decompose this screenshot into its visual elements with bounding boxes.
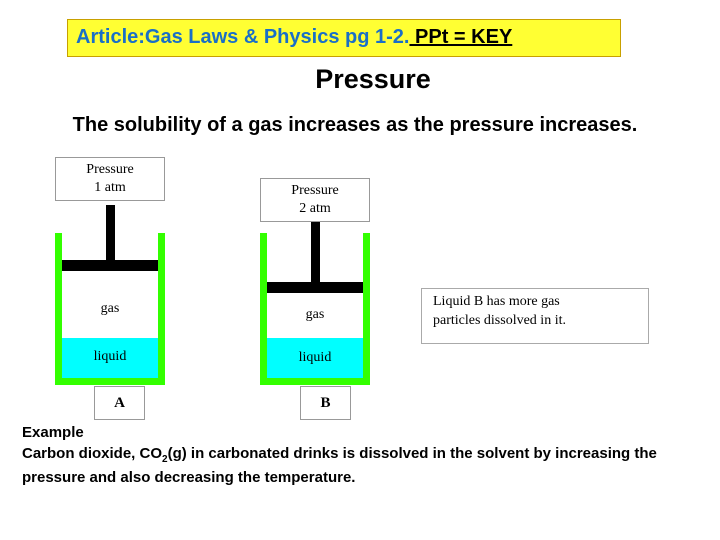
letter-a: A	[114, 395, 125, 411]
banner-key-label: PPt = KEY	[409, 26, 513, 48]
cylinder-b-piston-plate	[267, 282, 363, 293]
pressure-label-b-line2: 2 atm	[299, 201, 331, 216]
letter-box-a	[94, 386, 145, 420]
cylinder-b-liquid-label: liquid	[298, 350, 332, 365]
letter-b: B	[320, 395, 331, 411]
cylinder-b-gas-label: gas	[305, 307, 325, 322]
cylinder-b-piston-rod	[311, 222, 320, 286]
example-subscript: 2	[162, 454, 168, 465]
cylinder-b-base	[260, 378, 370, 385]
example-text-start: Carbon dioxide, CO	[22, 445, 163, 462]
cylinder-a-liquid-label: liquid	[93, 349, 127, 364]
cylinder-b-right-wall	[363, 233, 370, 385]
pressure-label-a	[55, 157, 165, 201]
pressure-label-a-line1: Pressure	[86, 162, 134, 177]
cylinder-a-left-wall	[55, 233, 62, 385]
pressure-label-b-line1: Pressure	[291, 183, 339, 198]
pressure-label-a-line2: 1 atm	[94, 180, 126, 195]
note-line2: particles dissolved in it.	[433, 313, 566, 328]
example-text-end: (g) in carbonated drinks is dissolved in the solvent by increasing the pressure and also decreasing the temperature.	[22, 445, 657, 486]
cylinder-b	[260, 222, 370, 385]
cylinder-a-right-wall	[158, 233, 165, 385]
letter-box-b	[300, 386, 351, 420]
cylinder-a-piston-rod	[106, 205, 115, 262]
example-heading: Example	[22, 424, 84, 441]
banner-article-title: Article:Gas Laws & Physics pg 1-2.	[76, 26, 410, 48]
note-box	[421, 288, 649, 344]
example-body	[22, 445, 712, 487]
slide-title: Pressure	[315, 64, 431, 94]
cylinder-a	[55, 205, 165, 385]
cylinder-a-piston-plate	[62, 260, 158, 271]
pressure-label-b	[260, 178, 370, 222]
cylinder-a-gas-label: gas	[100, 301, 120, 316]
cylinder-a-base	[55, 378, 165, 385]
slide-subtitle: The solubility of a gas increases as the pressure increases.	[72, 114, 638, 136]
note-line1: Liquid B has more gas	[433, 294, 560, 309]
cylinder-b-left-wall	[260, 233, 267, 385]
